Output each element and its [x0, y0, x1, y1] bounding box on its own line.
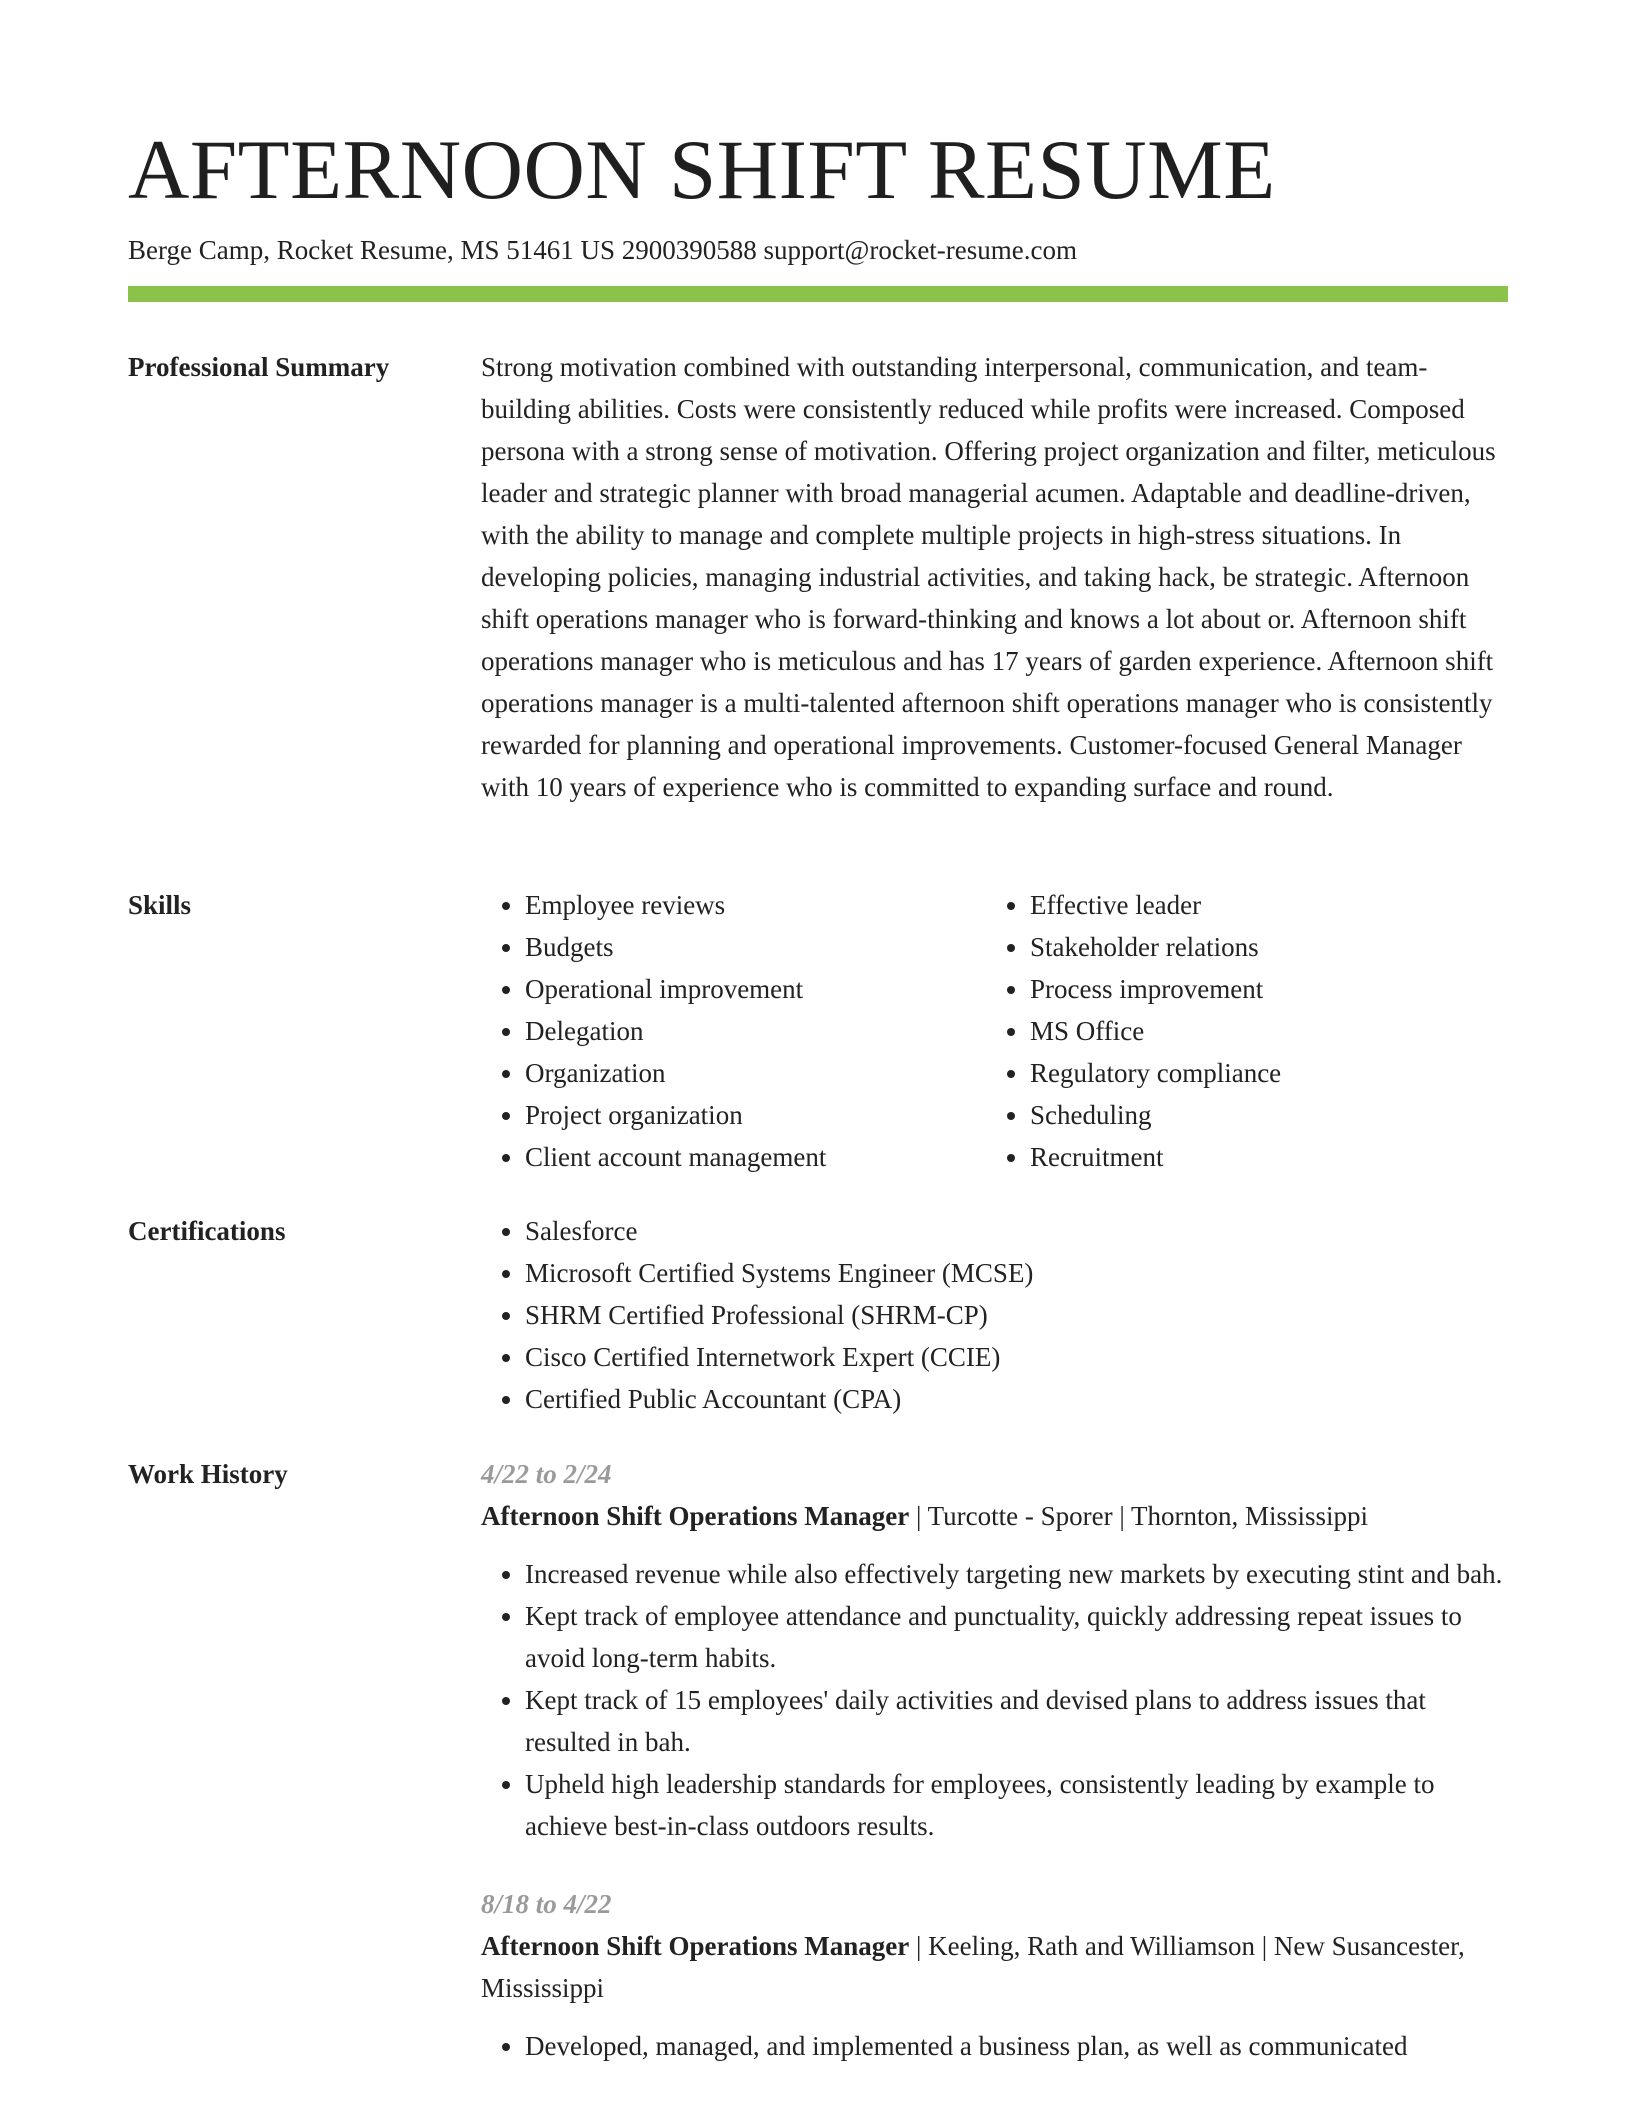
certification-item: • Cisco Certified Internetwork Expert (CCIE)	[525, 1336, 1508, 1378]
skill-item: • Budgets	[525, 926, 986, 968]
job-bullet: • Kept track of employee attendance and punctuality, quickly addressing repeat issues to avoid long-term habits.	[525, 1595, 1508, 1679]
skill-item: • MS Office	[1030, 1010, 1491, 1052]
skill-item: • Client account management	[525, 1136, 986, 1178]
certifications-heading: Certifications	[128, 1216, 286, 1246]
job-dates: 8/18 to 4/22	[481, 1889, 612, 1919]
skill-item: • Organization	[525, 1052, 986, 1094]
skill-item: • Project organization	[525, 1094, 986, 1136]
summary-text: Strong motivation combined with outstanding interpersonal, communication, and team-building abilities. Costs were consistently reduced while profits were increased. Composed persona with a strong sense of motivation. Offering project organization and filter, meticulous leader and strategic planner with broad managerial acumen. Adaptable and deadline-driven, with the ability to manage and complete multiple projects in high-stress situations. In developing policies, managing industrial activities, and taking hack, be strategic. Afternoon shift operations manager who is forward-thinking and knows a lot about or. Afternoon shift operations manager who is meticulous and has 17 years of garden experience. Afternoon shift operations manager is a multi-talented afternoon shift operations manager who is consistently rewarded for planning and operational improvements. Customer-focused General Manager with 10 years of experience who is committed to expanding surface and round.	[481, 352, 1496, 802]
job-heading	[481, 1495, 1508, 1537]
certification-item: • SHRM Certified Professional (SHRM-CP)	[525, 1294, 1508, 1336]
skills-column-left	[481, 884, 986, 1178]
job-title: Afternoon Shift Operations Manager	[481, 1501, 910, 1531]
job-details: | Turcotte - Sporer | Thornton, Mississippi	[909, 1501, 1369, 1531]
skill-item: • Delegation	[525, 1010, 986, 1052]
accent-divider	[128, 286, 1508, 302]
job-entry	[481, 1453, 1508, 1847]
summary-content	[481, 346, 1508, 808]
certifications-content	[481, 1210, 1508, 1420]
skill-item: • Employee reviews	[525, 884, 986, 926]
certification-item: • Microsoft Certified Systems Engineer (MCSE)	[525, 1252, 1508, 1294]
skills-content	[481, 884, 1508, 1178]
job-bullet: • Increased revenue while also effectively targeting new markets by executing stint and bah.	[525, 1553, 1508, 1595]
certification-item: • Certified Public Accountant (CPA)	[525, 1378, 1508, 1420]
skill-item: • Recruitment	[1030, 1136, 1491, 1178]
certification-item: • Salesforce	[525, 1210, 1508, 1252]
skills-column-right	[986, 884, 1491, 1178]
skill-item: • Process improvement	[1030, 968, 1491, 1010]
work-history-content	[481, 1453, 1508, 2103]
skill-item: • Stakeholder relations	[1030, 926, 1491, 968]
work-history-heading: Work History	[128, 1459, 288, 1489]
job-bullet: • Upheld high leadership standards for employees, consistently leading by example to achieve best-in-class outdoors results.	[525, 1763, 1508, 1847]
skill-item: • Operational improvement	[525, 968, 986, 1010]
skill-item: • Regulatory compliance	[1030, 1052, 1491, 1094]
contact-line: Berge Camp, Rocket Resume, MS 51461 US 2900390588 support@rocket-resume.com	[128, 235, 1077, 265]
skill-item: • Effective leader	[1030, 884, 1491, 926]
job-title: Afternoon Shift Operations Manager	[481, 1931, 910, 1961]
resume-title: AFTERNOON SHIFT RESUME	[128, 123, 1276, 217]
job-bullet: • Developed, managed, and implemented a business plan, as well as communicated	[525, 2025, 1508, 2067]
job-bullet: • Kept track of 15 employees' daily activities and devised plans to address issues that resulted in bah.	[525, 1679, 1508, 1763]
summary-heading: Professional Summary	[128, 352, 390, 382]
skill-item: • Scheduling	[1030, 1094, 1491, 1136]
skills-heading: Skills	[128, 890, 192, 920]
job-dates: 4/22 to 2/24	[481, 1459, 612, 1489]
job-heading	[481, 1925, 1508, 2009]
job-details: | Keeling, Rath and Williamson | New Susancester, Mississippi	[481, 1931, 1465, 2003]
job-entry	[481, 1883, 1508, 2067]
